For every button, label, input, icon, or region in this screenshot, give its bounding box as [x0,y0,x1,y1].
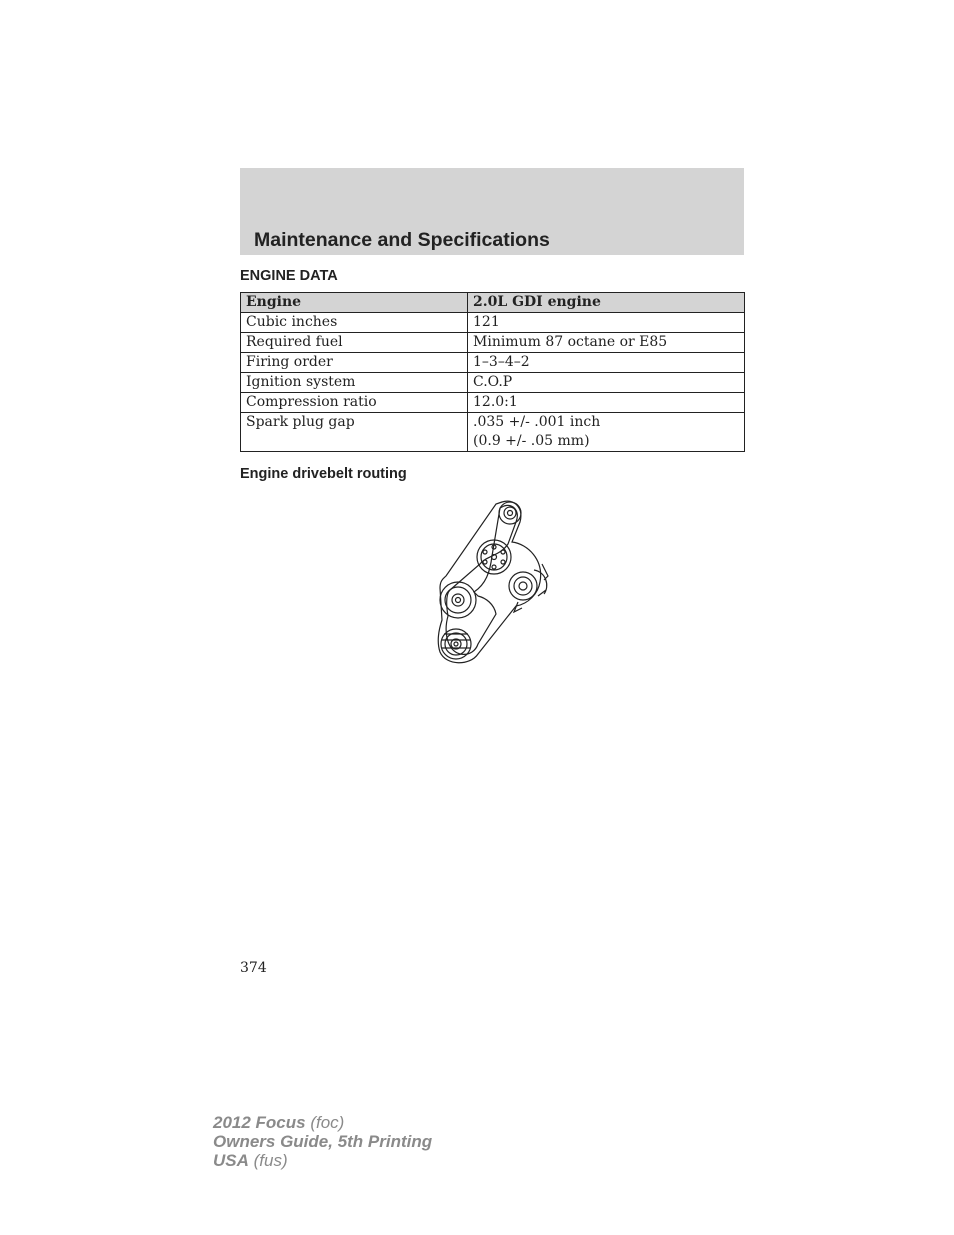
page-title: Maintenance and Specifications [254,229,550,251]
section-heading: ENGINE DATA [240,268,338,284]
footer-guide: Owners Guide, 5th Printing [213,1132,433,1151]
belt-inner [446,505,517,654]
table-cell: Minimum 87 octane or E85 [468,333,745,353]
table-cell: 1–3–4–2 [468,353,745,373]
table-cell: Spark plug gap [241,413,468,452]
footer-line [213,1113,432,1132]
drivebelt-diagram [434,494,554,666]
engine-data-table [240,292,745,452]
footer-model-code: (foc) [305,1113,345,1132]
table-cell-line: .035 +/- .001 inch [473,414,601,430]
table-cell: Firing order [241,353,468,373]
footer [213,1113,432,1170]
table-cell [468,413,745,452]
table-row [241,333,745,353]
table-cell-line: (0.9 +/- .05 mm) [473,433,590,449]
footer-market-code: (fus) [248,1151,288,1170]
subsection-heading: Engine drivebelt routing [240,466,407,482]
table-cell: Cubic inches [241,313,468,333]
table-cell: C.O.P [468,373,745,393]
table-cell: Compression ratio [241,393,468,413]
table-row [241,353,745,373]
table-row [241,393,745,413]
table-cell: 12.0:1 [468,393,745,413]
header-band [240,168,744,255]
page-number: 374 [240,960,267,976]
table-cell: Required fuel [241,333,468,353]
table-header-cell: 2.0L GDI engine [468,293,745,313]
footer-market: USA [213,1151,249,1170]
table-cell: 121 [468,313,745,333]
footer-model: 2012 Focus [213,1113,306,1132]
tensioner-pulley [509,572,537,600]
table-row [241,313,745,333]
table-cell: Ignition system [241,373,468,393]
footer-line [213,1132,432,1151]
table-header-cell: Engine [241,293,468,313]
footer-line [213,1151,432,1170]
table-row [241,373,745,393]
table-row [241,413,745,452]
table-header-row [241,293,745,313]
